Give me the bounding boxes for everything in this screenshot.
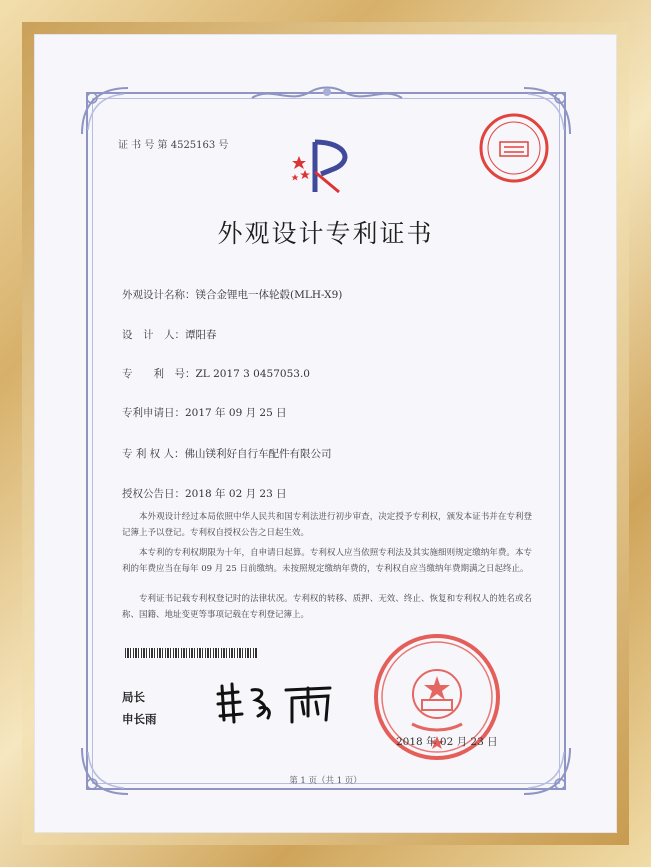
paragraph-grant: 本外观设计经过本局依照中华人民共和国专利法进行初步审查，决定授予专利权，颁发本证书并在专利登记簿上予以登记。专利权自授权公告之日起生效。: [122, 512, 532, 538]
top-ornament-icon: [250, 84, 404, 106]
field-value: 2017 年 09 月 25 日: [185, 407, 287, 419]
field-value: ZL 2017 3 0457053.0: [195, 368, 310, 380]
field-value: 2018 年 02 月 23 日: [185, 488, 287, 500]
certificate-number: 证 书 号 第 4525163 号: [118, 140, 229, 151]
field-value: 谭阳春: [185, 329, 217, 341]
field-designer: [122, 327, 217, 342]
field-patentee: [122, 446, 332, 461]
corner-ornament-icon: [78, 84, 132, 138]
field-label: 设 计 人：: [122, 329, 185, 341]
field-design-name: [122, 287, 342, 302]
field-label: 专利申请日：: [122, 407, 185, 419]
paragraph-status: 专利证书记载专利权登记时的法律状况。专利权的转移、质押、无效、终止、恢复和专利权人的姓名或名称、国籍、地址变更等事项记载在专利登记簿上。: [122, 594, 532, 620]
page-number: 第 1 页（共 1 页）: [289, 776, 362, 786]
director-title: 局长: [122, 690, 145, 704]
field-application-date: [122, 405, 287, 420]
field-grant-date: [122, 486, 287, 501]
corner-ornament-icon: [520, 744, 574, 798]
patent-office-logo-icon: [285, 136, 365, 196]
director-block: [122, 686, 157, 730]
small-red-seal-icon: [478, 112, 550, 184]
field-label: 专 利 权 人：: [122, 448, 185, 460]
barcode: [125, 648, 257, 658]
field-label: 外观设计名称：: [122, 289, 196, 301]
field-value: 佛山镁利好自行车配件有限公司: [184, 448, 332, 460]
issue-date: 2018 年 02 月 23 日: [396, 736, 498, 748]
director-name: 申长雨: [122, 712, 157, 726]
field-patent-number: [122, 366, 310, 381]
corner-ornament-icon: [78, 744, 132, 798]
certificate-title: 外观设计专利证书: [217, 219, 434, 248]
field-label: 授权公告日：: [122, 488, 185, 500]
field-label: 专 利 号：: [122, 368, 196, 380]
director-signature-icon: [212, 680, 342, 726]
paragraph-term: 本专利的专利权期限为十年，自申请日起算。专利权人应当依照专利法及其实施细则规定缴纳年费。本专利的年费应当在每年 09 月 25 日前缴纳。未按照规定缴纳年费的，专利权自应当缴纳年费期满之日起终止。: [122, 548, 532, 574]
field-value: 镁合金锂电一体轮毂(MLH-X9): [195, 289, 343, 301]
